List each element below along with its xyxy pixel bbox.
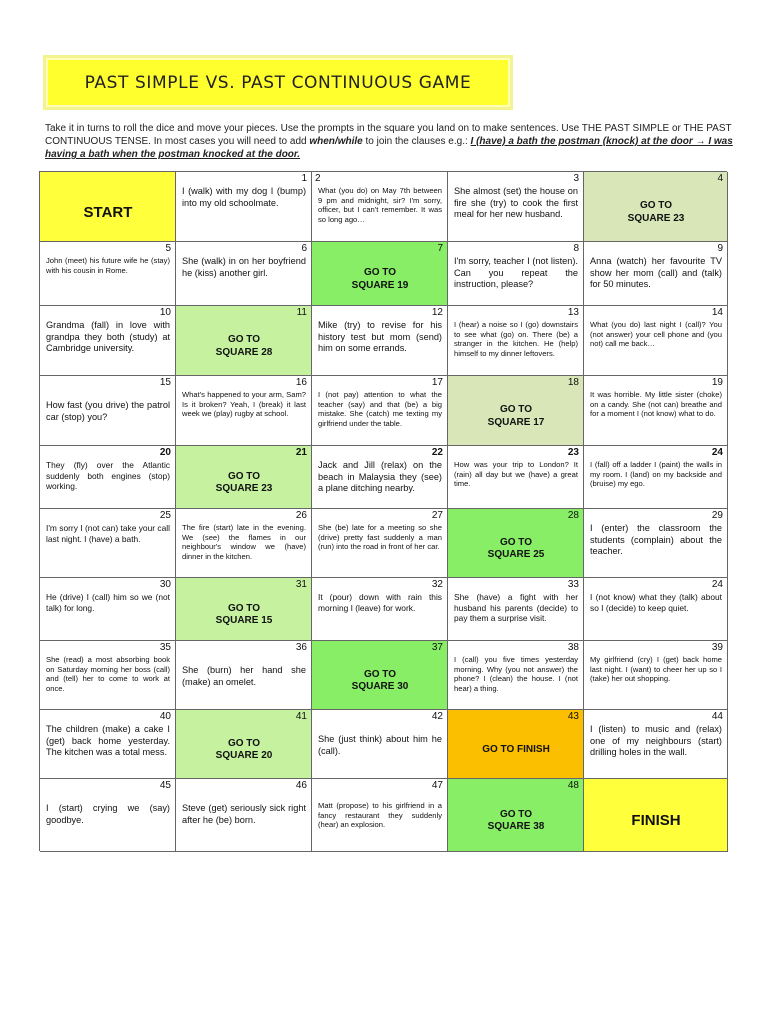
square-number: 40 — [159, 711, 171, 722]
square-23 — [448, 446, 584, 509]
square-12 — [312, 306, 448, 376]
square-text: How fast (you drive) the patrol car (stop) you? — [46, 400, 170, 422]
square-25 — [40, 509, 176, 578]
square-6 — [176, 242, 312, 306]
start-label: START — [83, 203, 133, 221]
square-text: GO TO SQUARE 28 — [215, 334, 273, 358]
square-number: 45 — [159, 780, 171, 791]
square-number: 41 — [295, 711, 307, 722]
square-text: She (burn) her hand she (make) an omelet. — [182, 665, 306, 687]
square-text: I'm sorry, teacher I (not listen). Can you repeat the instruction, please? — [454, 256, 578, 289]
square-text: GO TO SQUARE 19 — [351, 267, 409, 291]
square-15 — [40, 376, 176, 446]
square-number: 37 — [431, 642, 443, 653]
square-number: 15 — [159, 377, 171, 388]
square-text: Mike (try) to revise for his history test but mom (send) him on some errands. — [318, 320, 442, 353]
square-text: GO TO SQUARE 20 — [215, 737, 273, 761]
square-text: She (just think) about him he (call). — [318, 734, 442, 756]
square-46 — [176, 779, 312, 852]
square-number: 18 — [567, 377, 579, 388]
square-number: 9 — [717, 243, 723, 254]
square-47 — [312, 779, 448, 852]
square-text: I'm sorry I (not can) take your call last night. I (have) a bath. — [46, 523, 170, 544]
square-21 — [176, 446, 312, 509]
square-30 — [40, 578, 176, 641]
square-number: 43 — [567, 711, 579, 722]
square-number: 30 — [159, 579, 171, 590]
square-text: My girlfriend (cry) I (get) back home last night. I (want) to cheer her up so I (take) her out shopping. — [590, 655, 722, 684]
square-number: 24 — [711, 579, 723, 590]
instructions-keyword: when/while — [309, 136, 363, 147]
square-28 — [448, 509, 584, 578]
square-number: 33 — [567, 579, 579, 590]
square-18 — [448, 376, 584, 446]
square-48 — [448, 779, 584, 852]
square-text: Jack and Jill (relax) on the beach in Malaysia they (see) a plane ditching nearby. — [318, 460, 442, 493]
square-number: 17 — [431, 377, 443, 388]
square-text: She (walk) in on her boyfriend he (kiss) another girl. — [182, 256, 306, 278]
square-number: 7 — [437, 243, 443, 254]
square-text: It was horrible. My little sister (choke) on a candy. She (not can) breathe and for a moment I (not know) what to do. — [590, 390, 722, 419]
page-title: PAST SIMPLE VS. PAST CONTINUOUS GAME — [84, 72, 472, 93]
square-44 — [584, 710, 728, 779]
square-13 — [448, 306, 584, 376]
square-42 — [312, 710, 448, 779]
square-14 — [584, 306, 728, 376]
square-text: I (listen) to music and (relax) one of my neighbours (start) drilling holes in the wall. — [590, 724, 722, 757]
finish-square — [584, 779, 728, 852]
game-board — [39, 171, 727, 851]
square-24a — [584, 446, 728, 509]
square-text: I (fall) off a ladder I (paint) the walls in my room. I (land) on my backside and (bruise) my ego. — [590, 460, 722, 489]
square-number: 19 — [711, 377, 723, 388]
square-number: 4 — [717, 173, 723, 184]
square-11 — [176, 306, 312, 376]
square-number: 14 — [711, 307, 723, 318]
square-number: 26 — [295, 510, 307, 521]
square-number: 36 — [295, 642, 307, 653]
square-number: 1 — [301, 173, 307, 184]
square-number: 42 — [431, 711, 443, 722]
square-number: 13 — [567, 307, 579, 318]
square-text: GO TO SQUARE 23 — [627, 200, 685, 224]
square-4 — [584, 172, 728, 242]
square-1 — [176, 172, 312, 242]
square-text: Steve (get) seriously sick right after he (be) born. — [182, 803, 306, 825]
square-7 — [312, 242, 448, 306]
square-text: What (you do) last night I (call)? You (not answer) your cell phone and (you not) call me back… — [590, 320, 722, 349]
square-8 — [448, 242, 584, 306]
square-text: Anna (watch) her favourite TV show her mom (call) and (talk) for 50 minutes. — [590, 256, 722, 289]
square-number: 10 — [159, 307, 171, 318]
square-text: GO TO SQUARE 25 — [487, 536, 545, 560]
square-31 — [176, 578, 312, 641]
square-number: 8 — [573, 243, 579, 254]
square-41 — [176, 710, 312, 779]
square-45 — [40, 779, 176, 852]
square-number: 35 — [159, 642, 171, 653]
square-text: GO TO SQUARE 38 — [487, 808, 545, 832]
square-text: They (fly) over the Atlantic suddenly both engines (stop) working. — [46, 460, 170, 491]
square-number: 6 — [301, 243, 307, 254]
square-2 — [312, 172, 448, 242]
square-number: 38 — [567, 642, 579, 653]
square-text: She (have) a fight with her husband his parents (decide) to pay them a surprise visit. — [454, 592, 578, 623]
square-number: 21 — [295, 447, 307, 458]
square-10 — [40, 306, 176, 376]
square-24b — [584, 578, 728, 641]
square-text: I (start) crying we (say) goodbye. — [46, 803, 170, 825]
square-19 — [584, 376, 728, 446]
square-9 — [584, 242, 728, 306]
square-text: What (you do) on May 7th between 9 pm and midnight, sir? I'm sorry, officer, but I can't remember. It was so long ago… — [318, 186, 442, 224]
square-text: I (hear) a noise so I (go) downstairs to see what (go) on. There (be) a stranger in the kitchen. He (help) himself to my dinner leftovers. — [454, 320, 578, 358]
square-text: Matt (propose) to his girlfriend in a fancy restaurant they suddenly (hear) an explosion. — [318, 801, 442, 830]
square-number: 20 — [159, 447, 171, 458]
square-number: 3 — [573, 173, 579, 184]
finish-label: FINISH — [631, 812, 681, 830]
square-text: She almost (set) the house on fire she (try) to cook the first meal for her new husband. — [454, 186, 578, 219]
square-5 — [40, 242, 176, 306]
square-text: I (enter) the classroom the students (complain) about the teacher. — [590, 523, 722, 556]
square-number: 47 — [431, 780, 443, 791]
square-36 — [176, 641, 312, 710]
square-17 — [312, 376, 448, 446]
square-number: 12 — [431, 307, 443, 318]
instructions-example: I (have) a bath the postman (knock) at the door → I was having a bath when the postman knocked at the door. — [45, 136, 733, 160]
instructions-text-1: Take it in turns to roll the dice and move your pieces. Use the prompts in the square you land on to make sentences. Use THE PAST SIMPLE or THE PAST CONTINUOUS TENSE. In most cases you will need to add — [45, 123, 732, 147]
square-number: 16 — [295, 377, 307, 388]
square-number: 31 — [295, 579, 307, 590]
square-text: GO TO SQUARE 17 — [487, 404, 545, 428]
square-37 — [312, 641, 448, 710]
square-number: 24 — [711, 447, 723, 458]
square-32 — [312, 578, 448, 641]
square-29 — [584, 509, 728, 578]
square-38 — [448, 641, 584, 710]
square-text: GO TO SQUARE 23 — [215, 470, 273, 494]
square-number: 32 — [431, 579, 443, 590]
square-27 — [312, 509, 448, 578]
square-text: She (be) late for a meeting so she (drive) pretty fast suddenly a man (run) into the road in front of her car. — [318, 523, 442, 552]
square-number: 29 — [711, 510, 723, 521]
square-number: 2 — [315, 173, 321, 184]
square-number: 22 — [431, 447, 443, 458]
square-text: GO TO SQUARE 15 — [215, 602, 273, 626]
square-number: 27 — [431, 510, 443, 521]
instructions-text-2: to join the clauses e.g.: — [362, 136, 471, 147]
square-text: The children (make) a cake I (get) back home yesterday. The kitchen was a total mess. — [46, 724, 170, 757]
instructions — [45, 122, 735, 161]
square-text: GO TO FINISH — [482, 743, 550, 755]
square-20 — [40, 446, 176, 509]
square-26 — [176, 509, 312, 578]
square-text: He (drive) I (call) him so we (not talk) for long. — [46, 592, 170, 613]
square-22 — [312, 446, 448, 509]
square-number: 5 — [165, 243, 171, 254]
square-40 — [40, 710, 176, 779]
square-number: 48 — [567, 780, 579, 791]
square-text: I (walk) with my dog I (bump) into my old schoolmate. — [182, 186, 306, 208]
square-35 — [40, 641, 176, 710]
square-number: 25 — [159, 510, 171, 521]
square-39 — [584, 641, 728, 710]
square-text: Grandma (fall) in love with grandpa they both (study) at Cambridge university. — [46, 320, 170, 353]
square-number: 11 — [296, 307, 307, 318]
square-text: GO TO SQUARE 30 — [351, 668, 409, 692]
square-text: John (meet) his future wife he (stay) with his cousin in Rome. — [46, 256, 170, 275]
square-number: 28 — [567, 510, 579, 521]
square-43 — [448, 710, 584, 779]
square-16 — [176, 376, 312, 446]
square-text: I (not know) what they (talk) about so I (decide) to keep quiet. — [590, 592, 722, 613]
square-number: 44 — [711, 711, 723, 722]
square-number: 46 — [295, 780, 307, 791]
square-text: She (read) a most absorbing book on Saturday morning her boss (call) and (tell) her to come to work at once. — [46, 655, 170, 693]
square-3 — [448, 172, 584, 242]
square-number: 39 — [711, 642, 723, 653]
square-text: The fire (start) late in the evening. We (see) the flames in our neighbour's window we (have) dinner in the kitchen. — [182, 523, 306, 561]
square-number: 23 — [567, 447, 579, 458]
square-33 — [448, 578, 584, 641]
square-text: I (not pay) attention to what the teacher (say) and that (be) a big mistake. She (catch) me texting my girlfriend under the table. — [318, 390, 442, 428]
square-text: I (call) you five times yesterday morning. Why (you not answer) the phone? I (clean) the house. I (not hear) a thing. — [454, 655, 578, 693]
square-text: What's happened to your arm, Sam? Is it broken? Yeah, I (break) it last week we (play) rugby at school. — [182, 390, 306, 419]
square-text: It (pour) down with rain this morning I (leave) for work. — [318, 592, 442, 613]
title-banner — [43, 55, 513, 110]
start-square — [40, 172, 176, 242]
square-text: How was your trip to London? It (rain) all day but we (have) a great time. — [454, 460, 578, 489]
